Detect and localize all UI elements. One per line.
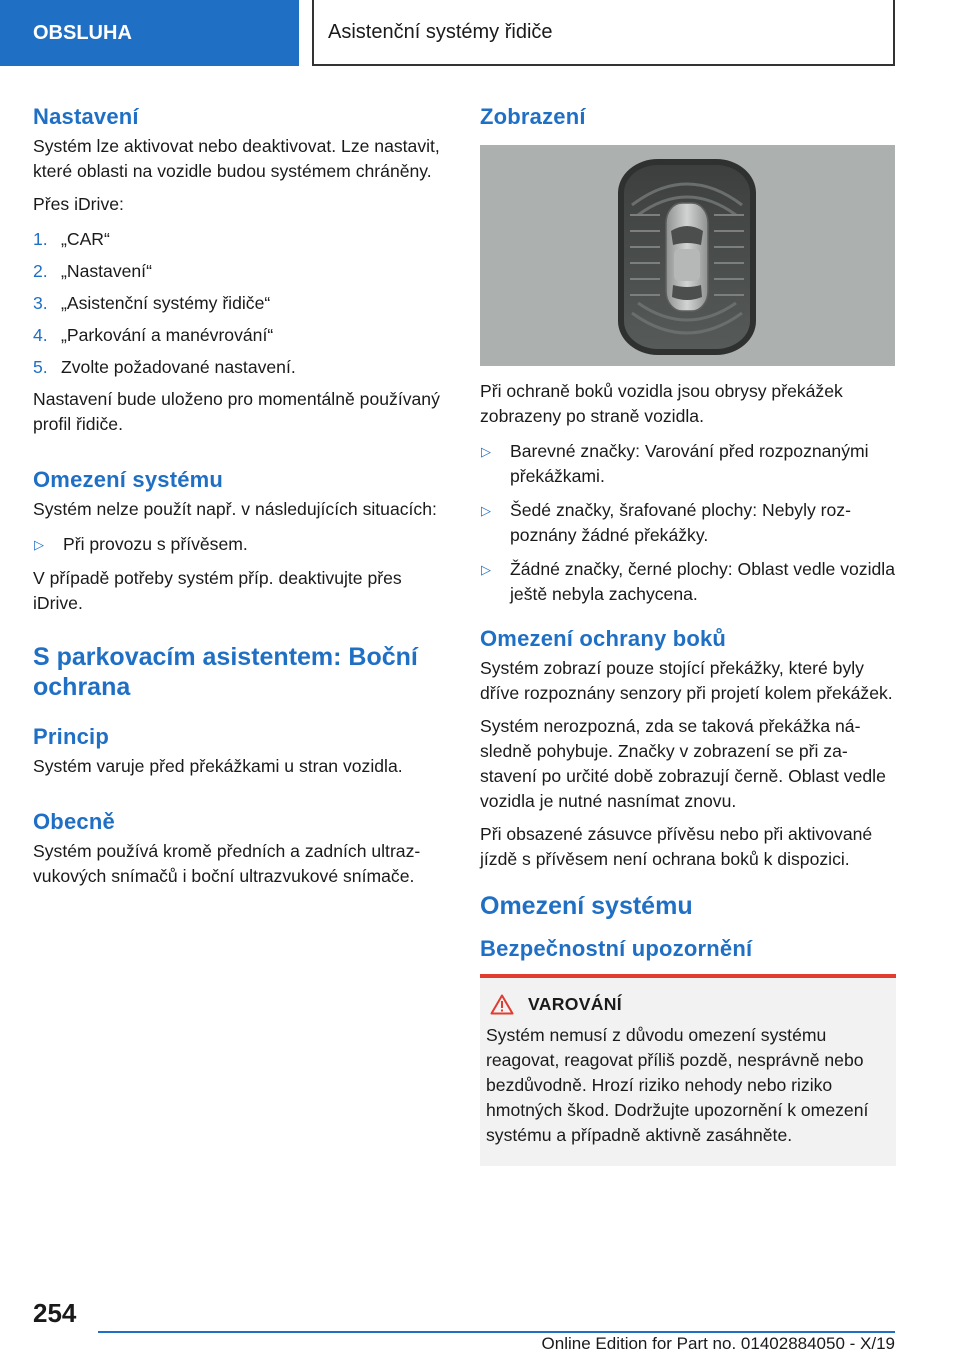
paragraph-ulozeno: Nastavení bude uloženo pro momentálně používaný profil řidiče. [33,389,440,434]
paragraph-zobrazeni: Při ochraně boků vozidla jsou obrysy překážek zobrazeny po straně vozidla. [480,381,843,426]
side-protection-display-image [480,145,895,366]
triangle-bullet-icon: ▷ [34,537,44,552]
paragraph-deaktivujte: V případě potřeby systém příp. deaktivujte přes iDrive. [33,568,402,613]
paragraph-idrive: Přes iDrive: [33,194,124,214]
left-column [33,100,451,897]
list-item: ▷ Barevné značky: Varování před rozpoznanými překážkami. [480,439,896,489]
heading-zobrazeni: Zobrazení [480,104,586,129]
heading-omezeni-ochrany-boku: Omezení ochrany boků [480,626,727,651]
omezeni-list [33,532,451,557]
warning-title: VAROVÁNÍ [528,994,622,1014]
paragraph-obecne: Systém používá kromě předních a zadních ultrazvukových snímačů i boční ultrazvukové snímače. [33,841,421,886]
heading-nastaveni: Nastavení [33,104,139,129]
list-item: ▷ Žádné značky, černé plochy: Oblast vedle vozidla ještě nebyla zachycena. [480,557,896,607]
heading-omezeni-systemu: Omezení systému [480,892,693,920]
heading-parkovaci-asistent: S parkovacím asistentem: Boční ochrana [33,643,418,701]
warning-triangle-icon [490,994,514,1015]
page-number: 254 [33,1298,77,1328]
list-item: 4. „Parkování a manévrování“ [33,325,274,345]
paragraph-omezeni: Systém nelze použít např. v následujících situacích: [33,499,437,519]
list-item: ▷ Při provozu s přívěsem. [33,532,451,557]
list-item: ▷ Šedé značky, šrafované plochy: Nebyly rozpoznány žádné překážky. [480,498,896,548]
page-header [0,0,960,66]
list-item: 5. Zvolte požadované nastavení. [33,357,296,377]
list-item: 3. „Asistenční systémy řidiče“ [33,293,271,313]
heading-bezpecnostni-upozorneni: Bezpečnostní upozornění [480,936,753,961]
footer-divider [98,1331,895,1333]
heading-princip: Princip [33,724,109,749]
heading-omezeni: Omezení systému [33,467,224,492]
right-column [480,100,896,1166]
warning-box [480,974,896,1166]
chapter-title: Asistenční systémy řidiče [312,0,895,66]
triangle-bullet-icon: ▷ [481,562,491,577]
footer-edition: Online Edition for Part no. 01402884050 - X/19 [541,1334,895,1353]
list-item: 1. „CAR“ [33,229,110,249]
car-top-view-illustration [480,145,895,366]
triangle-bullet-icon: ▷ [481,444,491,459]
paragraph-nastaveni: Systém lze aktivovat nebo deaktivovat. Lze nastavit, které oblasti na vozidle budou systémem chráněny. [33,136,440,181]
warning-text: Systém nemusí z důvodu omezení systému reagovat, reagovat příliš pozdě, nesprávně nebo bezdůvodně. Hrozí riziko nehody nebo riziko hmotných škod. Dodržujte upozornění k omezení systému a případně aktivně zasáhněte. [486,1025,869,1145]
paragraph-boku-2: Systém nerozpozná, zda se taková překážka následně pohybuje. Značky v zobrazení se při zastavení po určité době zobrazují černě. Oblast vedle vozidla je nutné nasnímat znovu. [480,716,886,811]
heading-obecne: Obecně [33,809,115,834]
paragraph-boku-3: Při obsazené zásuvce přívěsu nebo při aktivované jízdě s přívěsem není ochrana boků k dispozici. [480,824,873,869]
section-tab: OBSLUHA [0,0,299,66]
steps-list [33,227,451,380]
list-item: 2. „Nastavení“ [33,261,152,281]
zobrazeni-list [480,439,896,607]
paragraph-boku-1: Systém zobrazí pouze stojící překážky, které byly dříve rozpoznány senzory při projetí kolem překážek. [480,658,893,703]
paragraph-princip: Systém varuje před překážkami u stran vozidla. [33,756,403,776]
triangle-bullet-icon: ▷ [481,503,491,518]
warning-header [486,994,890,1015]
